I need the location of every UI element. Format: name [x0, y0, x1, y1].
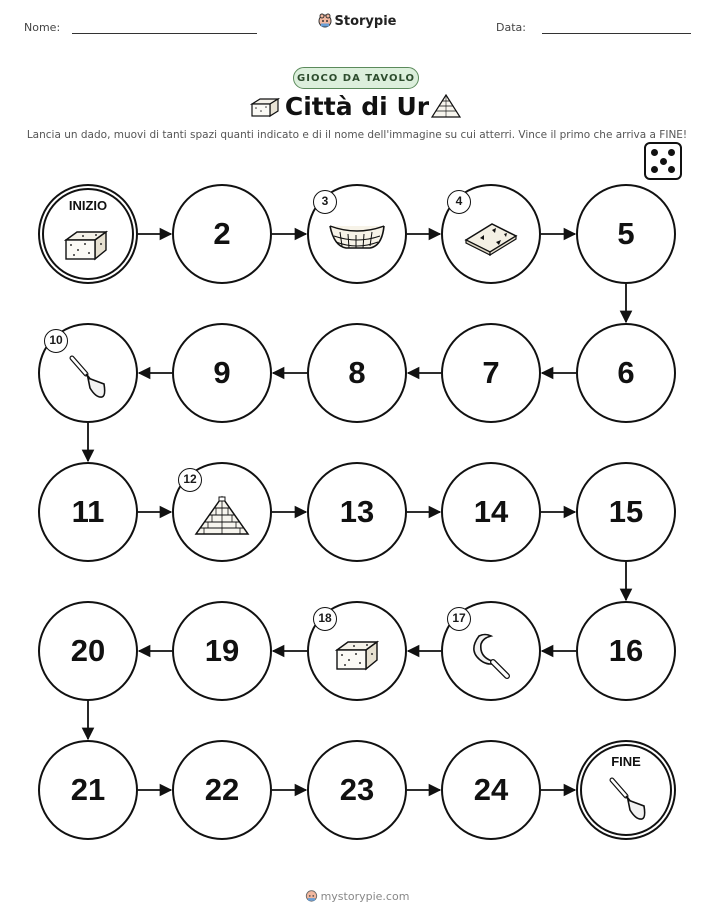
trowel-icon — [606, 776, 650, 826]
board-space — [441, 740, 541, 840]
space-number-badge: 12 — [178, 468, 202, 492]
board-space — [172, 740, 272, 840]
space-number-badge: 10 — [44, 329, 68, 353]
space-number: 13 — [339, 494, 375, 529]
brick-icon — [63, 228, 109, 266]
start-space — [38, 184, 138, 284]
space-number: 9 — [213, 355, 231, 390]
board-space — [172, 601, 272, 701]
board-space — [172, 462, 272, 562]
board-space — [441, 601, 541, 701]
board-space — [307, 184, 407, 284]
space-number: 6 — [617, 355, 635, 390]
board-space — [172, 323, 272, 423]
board-space — [576, 601, 676, 701]
board-space — [38, 462, 138, 562]
space-number: 16 — [608, 633, 644, 668]
page-title: Città di Ur — [284, 92, 430, 121]
clay-tablet-icon — [462, 220, 520, 260]
finish-space — [576, 740, 676, 840]
space-number: 8 — [348, 355, 366, 390]
space-number-badge: 18 — [313, 607, 337, 631]
board-space — [172, 184, 272, 284]
space-label: FINE — [611, 754, 641, 769]
space-number: 19 — [204, 633, 240, 668]
reed-boat-icon — [326, 220, 388, 260]
space-number: 5 — [617, 216, 635, 251]
board-space — [576, 462, 676, 562]
space-label: INIZIO — [68, 198, 108, 213]
board-space — [441, 462, 541, 562]
space-number: 21 — [70, 772, 106, 807]
brand-name: Storypie — [334, 14, 397, 29]
footer-url: mystorypie.com — [320, 890, 410, 903]
brick-icon — [334, 638, 380, 676]
space-number: 22 — [204, 772, 240, 807]
space-number: 14 — [473, 494, 509, 529]
space-number: 15 — [608, 494, 644, 529]
board-space — [38, 601, 138, 701]
sickle-icon — [469, 630, 513, 684]
space-number: 23 — [339, 772, 375, 807]
space-number: 24 — [473, 772, 509, 807]
board-space — [576, 184, 676, 284]
date-label: Data: — [496, 21, 526, 34]
trowel-icon — [66, 354, 110, 404]
board-space — [441, 184, 541, 284]
board-space — [307, 601, 407, 701]
board-space — [307, 462, 407, 562]
footer — [0, 889, 714, 905]
space-number-badge: 17 — [447, 607, 471, 631]
board-space — [441, 323, 541, 423]
board-space — [307, 323, 407, 423]
board-space — [307, 740, 407, 840]
category-badge: GIOCO DA TAVOLO — [293, 67, 419, 89]
space-number-badge: 4 — [447, 190, 471, 214]
instructions: Lancia un dado, muovi di tanti spazi quanti indicato e di il nome dell'immagine su cui atterri. Vince il primo che arriva a FINE! — [26, 129, 688, 141]
name-label: Nome: — [24, 21, 61, 34]
board-space — [38, 323, 138, 423]
space-number: 2 — [213, 216, 231, 251]
board-space — [576, 323, 676, 423]
board-space — [38, 740, 138, 840]
space-number: 7 — [482, 355, 500, 390]
space-number: 11 — [71, 494, 105, 529]
space-number-badge: 3 — [313, 190, 337, 214]
space-number: 20 — [70, 633, 106, 668]
ziggurat-icon — [192, 494, 252, 542]
storypie-mascot-icon — [305, 889, 318, 905]
